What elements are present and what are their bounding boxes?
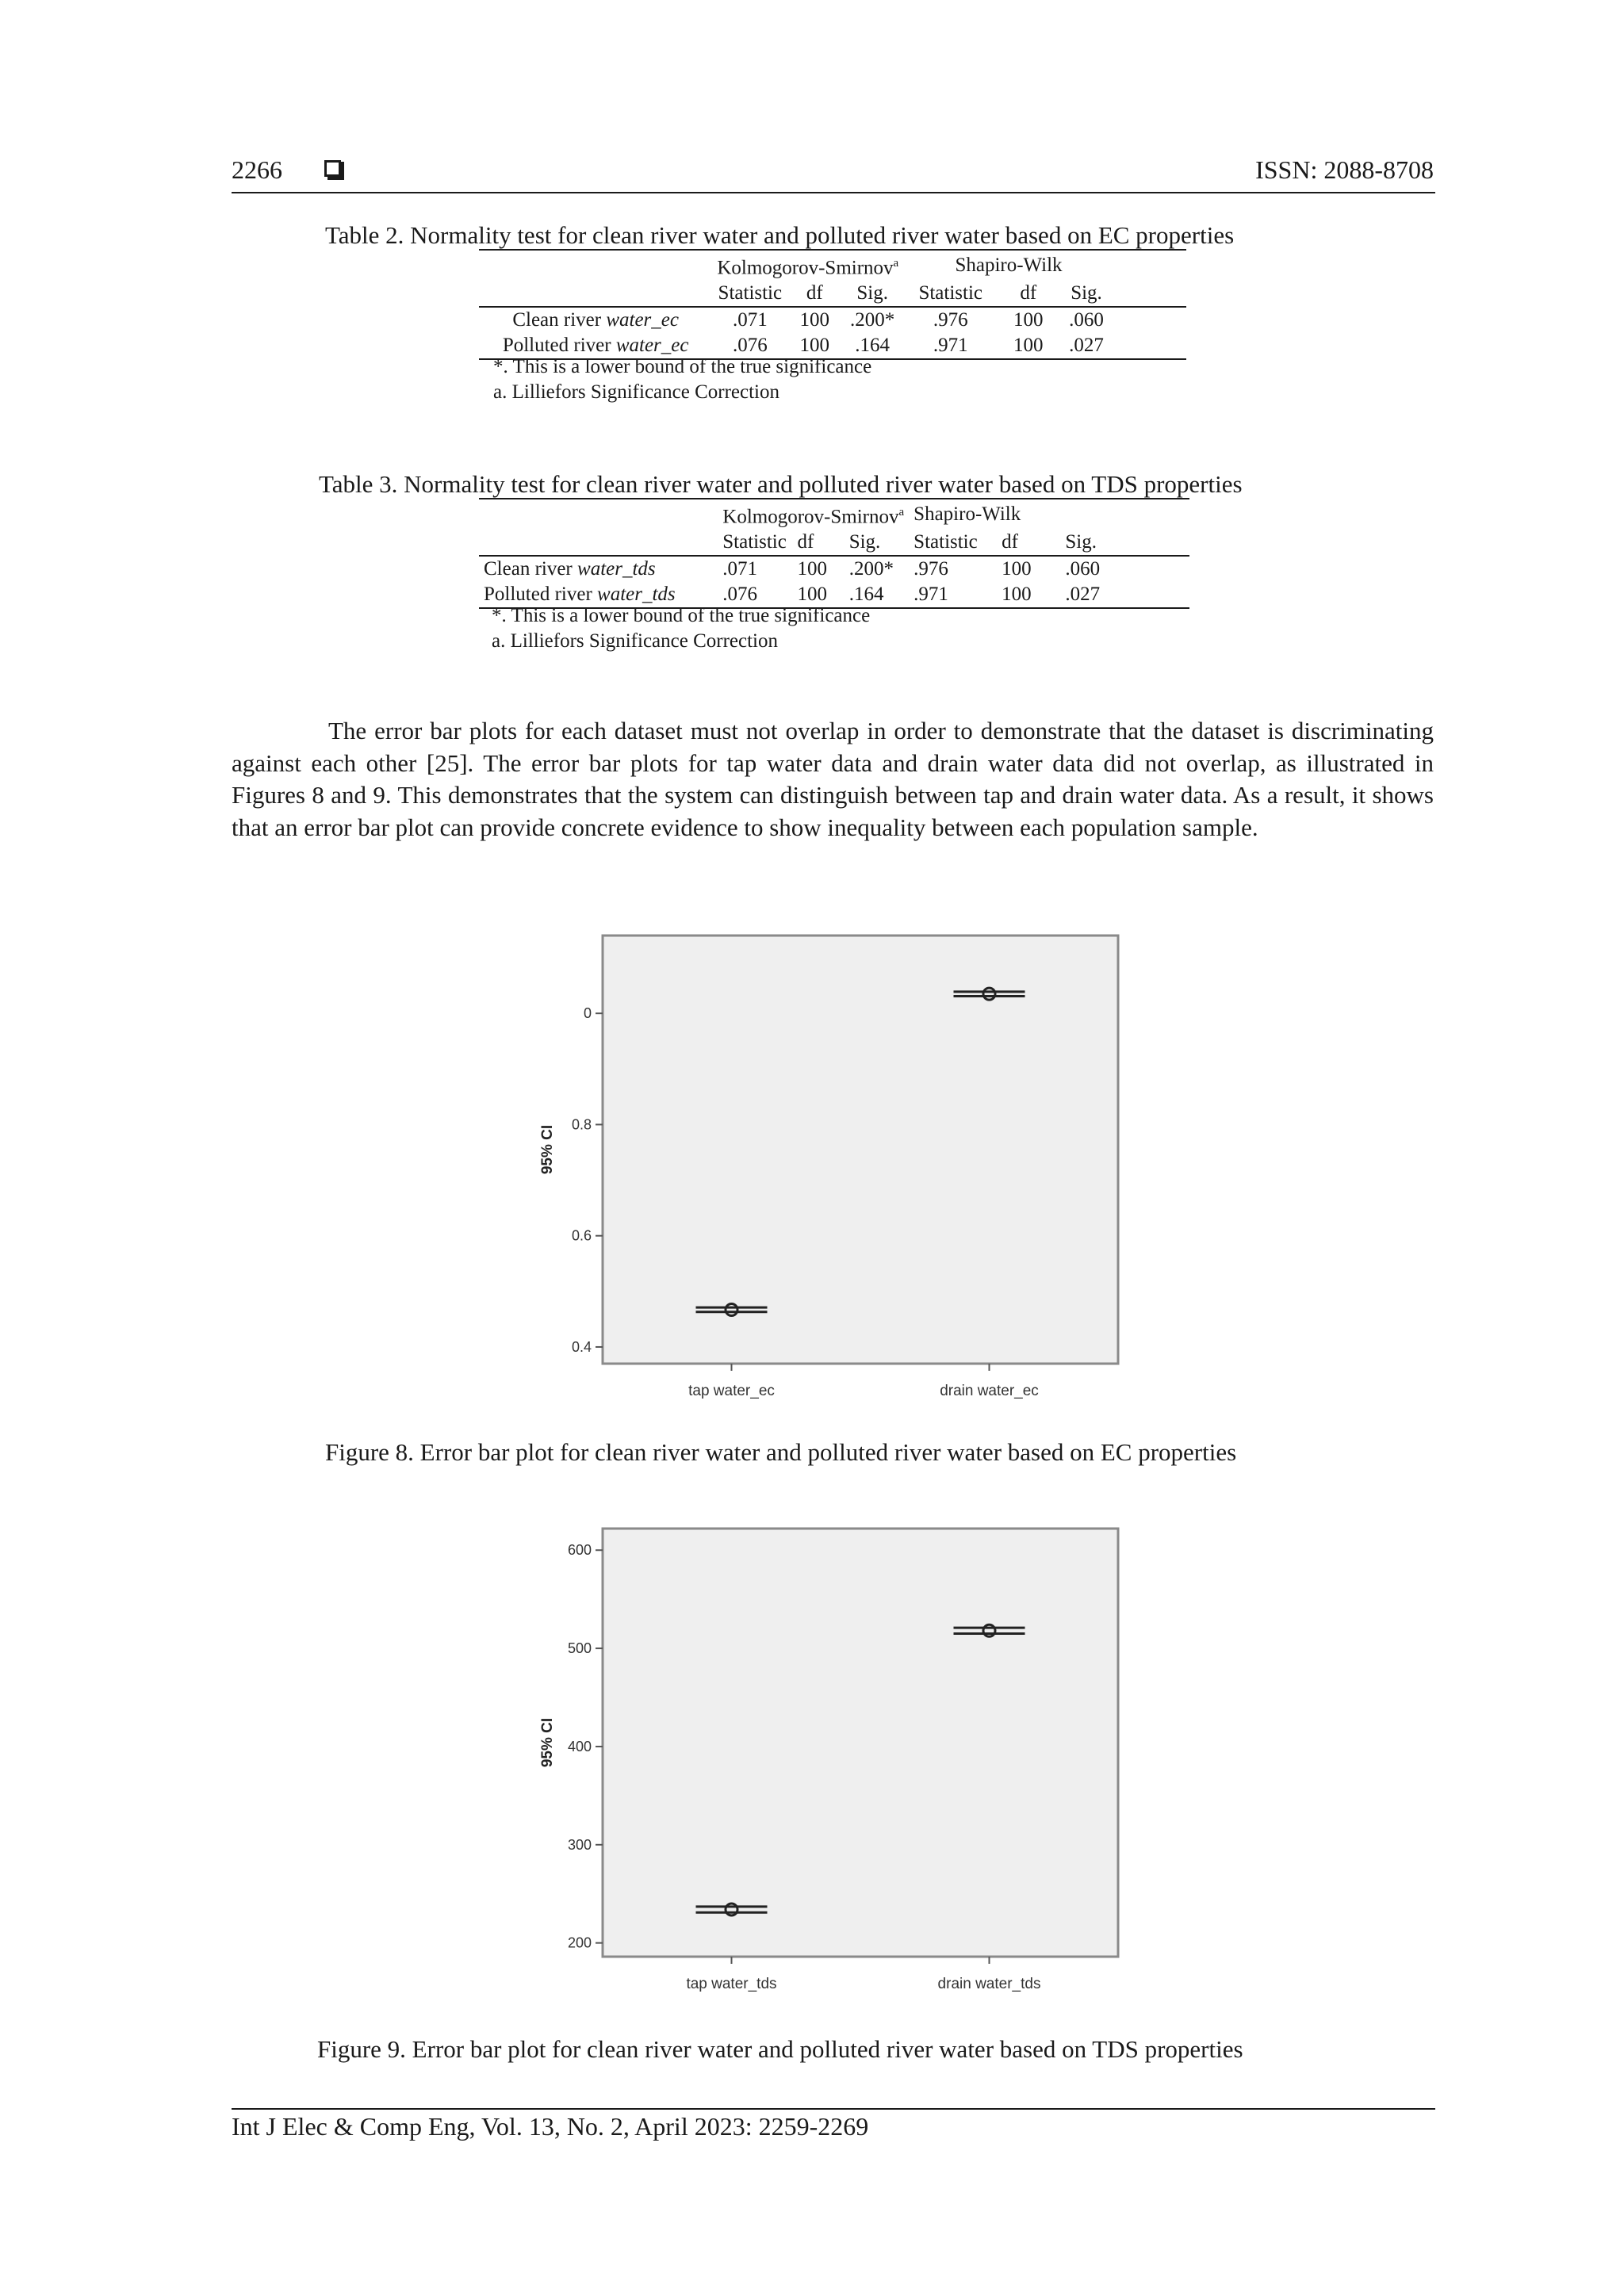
- y-tick-label: 300: [567, 1836, 592, 1853]
- row-label: Clean river water_tds: [484, 558, 656, 580]
- table3-col-header: Sig.: [1060, 530, 1112, 556]
- table3: [479, 498, 1189, 609]
- row-label: Polluted river water_tds: [479, 582, 718, 608]
- table2-note: a. Lilliefors Significance Correction: [493, 381, 779, 403]
- table-cell: .164: [845, 582, 909, 608]
- x-tick-label: tap water_tds: [686, 1976, 777, 1992]
- table-row: [479, 307, 1186, 333]
- y-axis-label: 95% CI: [539, 1717, 556, 1768]
- table2-group2-header: Shapiro-Wilk: [903, 250, 1114, 281]
- footer-citation: Int J Elec & Comp Eng, Vol. 13, No. 2, April 2023: 2259-2269: [232, 2112, 869, 2141]
- table2-col-header: df: [998, 281, 1059, 307]
- table3-note: a. Lilliefors Significance Correction: [492, 630, 778, 652]
- table3-note: *. This is a lower bound of the true significance: [492, 605, 871, 626]
- y-tick-label: 600: [567, 1542, 592, 1559]
- table-cell: .071: [732, 309, 768, 331]
- y-tick-label: 200: [567, 1934, 592, 1951]
- table-cell: .060: [1065, 558, 1101, 580]
- table2: [479, 249, 1186, 360]
- table-cell: .971: [909, 582, 997, 608]
- y-tick-label: 0.8: [571, 1116, 592, 1133]
- table2-col-header: Sig.: [841, 281, 903, 307]
- table-cell: 100: [797, 558, 828, 580]
- table-cell: 100: [997, 582, 1060, 608]
- figure8-caption: Figure 8. Error bar plot for clean river water and polluted river water based on EC properties: [325, 1438, 1237, 1466]
- table-cell: .076: [718, 582, 792, 608]
- table-cell: 100: [793, 582, 845, 608]
- journal-issn: ISSN: 2088-8708: [1255, 155, 1434, 184]
- x-tick-label: drain water_ec: [940, 1383, 1039, 1399]
- y-axis-label: 95% CI: [539, 1124, 556, 1175]
- table2-note: *. This is a lower bound of the true significance: [493, 356, 872, 377]
- y-tick-label: 0.6: [571, 1227, 592, 1244]
- row-label: Polluted river water_ec: [479, 333, 712, 359]
- figure9-caption: Figure 9. Error bar plot for clean river water and polluted river water based on TDS properties: [317, 2035, 1243, 2063]
- body-paragraph: The error bar plots for each dataset must not overlap in order to demonstrate that the dataset is discriminating against each other [25]. The error bar plots for tap water data and drain water data did not overlap, as illustrated in Figures 8 and 9. This demonstrates that the system can distinguish between tap and drain water data. As a result, it shows that an error bar plot can provide concrete evidence to show inequality between each population sample.: [232, 717, 1434, 841]
- figure8: [523, 920, 1126, 1411]
- x-tick-label: drain water_tds: [937, 1976, 1041, 1992]
- table2-col-header: Sig.: [1059, 281, 1114, 307]
- y-tick-label: 0.4: [571, 1338, 592, 1355]
- page-number: 2266: [232, 155, 282, 184]
- figure9: [523, 1513, 1126, 2004]
- footer-rule: [232, 2108, 1435, 2110]
- y-tick-label: 400: [567, 1738, 592, 1755]
- table-cell: .027: [1060, 582, 1112, 608]
- table-cell: .071: [722, 558, 758, 580]
- table3-col-header: Sig.: [845, 530, 909, 556]
- table-cell: .976: [914, 558, 948, 580]
- table2-col-header: df: [787, 281, 841, 307]
- table-cell: .971: [903, 333, 998, 359]
- table-cell: 100: [787, 333, 841, 359]
- x-tick-label: tap water_ec: [688, 1383, 775, 1399]
- plot-area: [603, 936, 1118, 1364]
- table3-group2-header: Shapiro-Wilk: [909, 499, 1113, 530]
- table3-col-header: Statistic: [718, 530, 792, 556]
- table-cell: .200*: [848, 558, 894, 580]
- table-cell: .076: [712, 333, 787, 359]
- table-cell: .027: [1059, 333, 1114, 359]
- table2-col-header: Statistic: [712, 281, 787, 307]
- table-cell: .164: [841, 333, 903, 359]
- table-row: [479, 556, 1189, 582]
- figure9-chart: [523, 1513, 1126, 2004]
- table3-group1-header: Kolmogorov-Smirnov$^a$: [718, 499, 909, 530]
- table3-caption: Table 3. Normality test for clean river water and polluted river water based on TDS properties: [319, 470, 1243, 498]
- table3-col-header: df: [997, 530, 1060, 556]
- table-cell: .976: [933, 309, 968, 331]
- y-tick-label: 500: [567, 1640, 592, 1657]
- table3-col-header: df: [793, 530, 845, 556]
- plot-area: [603, 1529, 1118, 1957]
- table2-group1-header: Kolmogorov-Smirnov$^a$: [712, 250, 903, 281]
- table3-col-header: Statistic: [909, 530, 997, 556]
- table2-col-header: Statistic: [903, 281, 998, 307]
- row-label: Clean river water_ec: [512, 309, 679, 331]
- table-cell: 100: [799, 309, 829, 331]
- figure8-chart: [523, 920, 1126, 1411]
- header-rule: [232, 192, 1435, 193]
- table-cell: 100: [1013, 309, 1044, 331]
- square-bullet-icon: [324, 160, 341, 177]
- table-cell: 100: [1002, 558, 1032, 580]
- table-cell: .200*: [850, 309, 895, 331]
- table-cell: .060: [1069, 309, 1104, 331]
- table2-caption: Table 2. Normality test for clean river water and polluted river water based on EC properties: [325, 221, 1235, 249]
- table-cell: 100: [998, 333, 1059, 359]
- y-tick-label: 0: [583, 1005, 592, 1022]
